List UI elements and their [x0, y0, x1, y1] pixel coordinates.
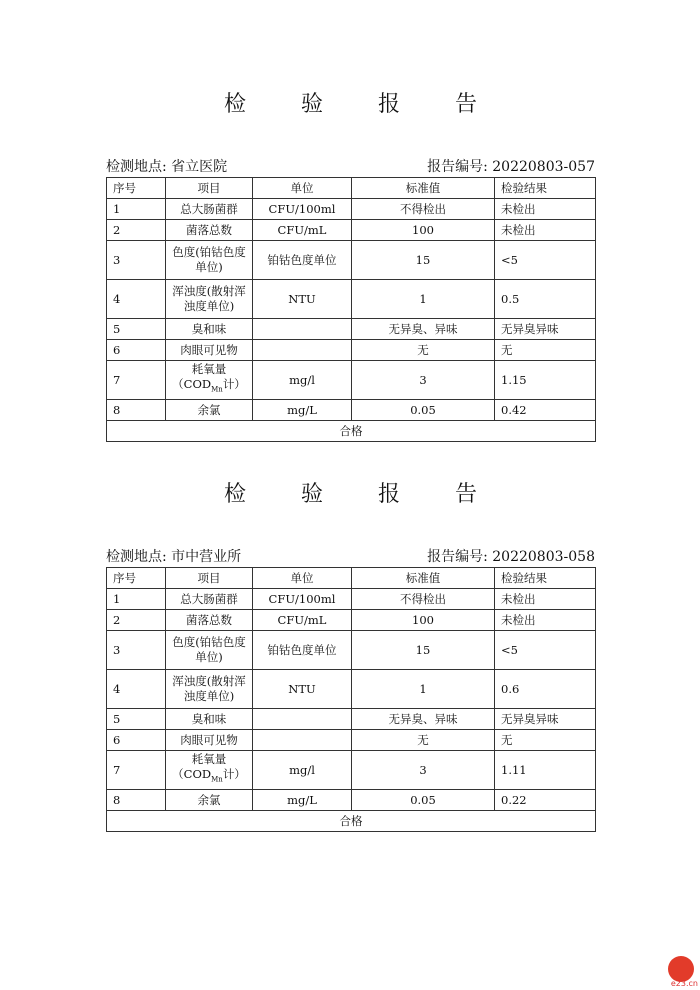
- cell-result: 0.22: [495, 790, 596, 811]
- header-no: 序号: [107, 178, 166, 199]
- watermark-text: e23.cn: [670, 979, 698, 988]
- cell-result: 未检出: [495, 589, 596, 610]
- cell-standard: 1: [352, 670, 495, 709]
- cell-result: 0.5: [495, 280, 596, 319]
- report-title: 检 验 报 告: [224, 482, 501, 507]
- cell-item: 浑浊度(散射浑浊度单位): [166, 280, 253, 319]
- cell-item: 浑浊度(散射浑浊度单位): [166, 670, 253, 709]
- cell-no: 8: [107, 790, 166, 811]
- cell-unit: CFU/100ml: [253, 589, 352, 610]
- table-row: [107, 631, 596, 670]
- cell-result: 0.6: [495, 670, 596, 709]
- cell-unit: mg/L: [253, 790, 352, 811]
- table-row: [107, 400, 596, 421]
- cell-item-subscript: Mn: [211, 775, 223, 784]
- cell-standard: 无异臭、异味: [352, 709, 495, 730]
- cell-no: 7: [107, 361, 166, 400]
- cell-no: 3: [107, 241, 166, 280]
- cell-no: 4: [107, 670, 166, 709]
- cell-item: 肉眼可见物: [166, 730, 253, 751]
- report-number: 报告编号: 20220803-058: [427, 549, 595, 565]
- cell-no: 1: [107, 589, 166, 610]
- cell-unit: mg/l: [253, 751, 352, 790]
- cell-item: 菌落总数: [166, 610, 253, 631]
- cell-standard: 100: [352, 610, 495, 631]
- cell-standard: 0.05: [352, 400, 495, 421]
- cell-unit: NTU: [253, 670, 352, 709]
- table-row: [107, 280, 596, 319]
- cell-item: 臭和味: [166, 709, 253, 730]
- cell-standard: 15: [352, 631, 495, 670]
- cell-standard: 3: [352, 751, 495, 790]
- cell-item: 肉眼可见物: [166, 340, 253, 361]
- cell-no: 1: [107, 199, 166, 220]
- header-item: 项目: [166, 178, 253, 199]
- cell-unit: [253, 340, 352, 361]
- cell-item: [166, 361, 253, 400]
- cell-standard: 15: [352, 241, 495, 280]
- header-unit: 单位: [253, 568, 352, 589]
- cell-result: 未检出: [495, 220, 596, 241]
- cell-unit: [253, 709, 352, 730]
- cell-no: 5: [107, 319, 166, 340]
- cell-standard: 不得检出: [352, 199, 495, 220]
- header-result: 检验结果: [495, 178, 596, 199]
- cell-no: 6: [107, 730, 166, 751]
- test-location: 检测地点: 省立医院: [106, 159, 228, 175]
- report-2: [106, 480, 595, 832]
- cell-no: 7: [107, 751, 166, 790]
- cell-no: 4: [107, 280, 166, 319]
- report-number: 报告编号: 20220803-057: [427, 159, 595, 175]
- table-row: [107, 709, 596, 730]
- header-unit: 单位: [253, 178, 352, 199]
- cell-unit: mg/L: [253, 400, 352, 421]
- cell-item-text-end: 计）: [222, 767, 246, 782]
- cell-result: 无: [495, 340, 596, 361]
- cell-unit: 铂钴色度单位: [253, 631, 352, 670]
- table-row: [107, 670, 596, 709]
- cell-unit: mg/l: [253, 361, 352, 400]
- report-1: [106, 90, 595, 442]
- cell-result: 无异臭异味: [495, 709, 596, 730]
- cell-standard: 1: [352, 280, 495, 319]
- table-row: [107, 220, 596, 241]
- table-row: [107, 610, 596, 631]
- cell-standard: 无: [352, 340, 495, 361]
- cell-result: 未检出: [495, 610, 596, 631]
- cell-unit: [253, 319, 352, 340]
- table-row: [107, 790, 596, 811]
- cell-item-text: 耗氧量（COD: [172, 752, 227, 782]
- conclusion: 合格: [107, 811, 596, 832]
- cell-result: 无: [495, 730, 596, 751]
- cell-no: 5: [107, 709, 166, 730]
- conclusion-row: [107, 421, 596, 442]
- cell-no: 2: [107, 610, 166, 631]
- table-row: [107, 361, 596, 400]
- report-meta: [106, 547, 595, 567]
- table-row: [107, 589, 596, 610]
- cell-item: 色度(铂钴色度单位): [166, 631, 253, 670]
- cell-no: 2: [107, 220, 166, 241]
- header-no: 序号: [107, 568, 166, 589]
- table-row: [107, 319, 596, 340]
- cell-result: 无异臭异味: [495, 319, 596, 340]
- cell-result: 1.15: [495, 361, 596, 400]
- table-row: [107, 751, 596, 790]
- cell-standard: 无异臭、异味: [352, 319, 495, 340]
- cell-item-text-end: 计）: [222, 377, 246, 392]
- report-title: 检 验 报 告: [224, 92, 501, 117]
- report-meta: [106, 157, 595, 177]
- cell-result: 未检出: [495, 199, 596, 220]
- cell-standard: 0.05: [352, 790, 495, 811]
- cell-standard: 100: [352, 220, 495, 241]
- cell-unit: CFU/mL: [253, 610, 352, 631]
- header-item: 项目: [166, 568, 253, 589]
- cell-item: 余氯: [166, 790, 253, 811]
- cell-item: 臭和味: [166, 319, 253, 340]
- results-table: [106, 177, 596, 442]
- header-standard: 标准值: [352, 568, 495, 589]
- cell-item: [166, 751, 253, 790]
- cell-unit: 铂钴色度单位: [253, 241, 352, 280]
- cell-no: 6: [107, 340, 166, 361]
- table-row: [107, 199, 596, 220]
- header-result: 检验结果: [495, 568, 596, 589]
- cell-standard: 不得检出: [352, 589, 495, 610]
- conclusion-row: [107, 811, 596, 832]
- cell-no: 8: [107, 400, 166, 421]
- table-header-row: [107, 568, 596, 589]
- cell-result: 0.42: [495, 400, 596, 421]
- cell-item-subscript: Mn: [211, 385, 223, 394]
- table-row: [107, 340, 596, 361]
- cell-item: 余氯: [166, 400, 253, 421]
- cell-result: <5: [495, 631, 596, 670]
- cell-standard: 3: [352, 361, 495, 400]
- cell-item: 总大肠菌群: [166, 589, 253, 610]
- cell-result: 1.11: [495, 751, 596, 790]
- cell-unit: CFU/mL: [253, 220, 352, 241]
- cell-item-text: 耗氧量（COD: [172, 362, 227, 392]
- conclusion: 合格: [107, 421, 596, 442]
- results-table: [106, 567, 596, 832]
- table-row: [107, 730, 596, 751]
- cell-standard: 无: [352, 730, 495, 751]
- cell-result: <5: [495, 241, 596, 280]
- cell-item: 总大肠菌群: [166, 199, 253, 220]
- cell-unit: CFU/100ml: [253, 199, 352, 220]
- table-row: [107, 241, 596, 280]
- header-standard: 标准值: [352, 178, 495, 199]
- cell-no: 3: [107, 631, 166, 670]
- cell-item: 色度(铂钴色度单位): [166, 241, 253, 280]
- cell-item: 菌落总数: [166, 220, 253, 241]
- test-location: 检测地点: 市中营业所: [106, 549, 242, 565]
- table-header-row: [107, 178, 596, 199]
- cell-unit: [253, 730, 352, 751]
- cell-unit: NTU: [253, 280, 352, 319]
